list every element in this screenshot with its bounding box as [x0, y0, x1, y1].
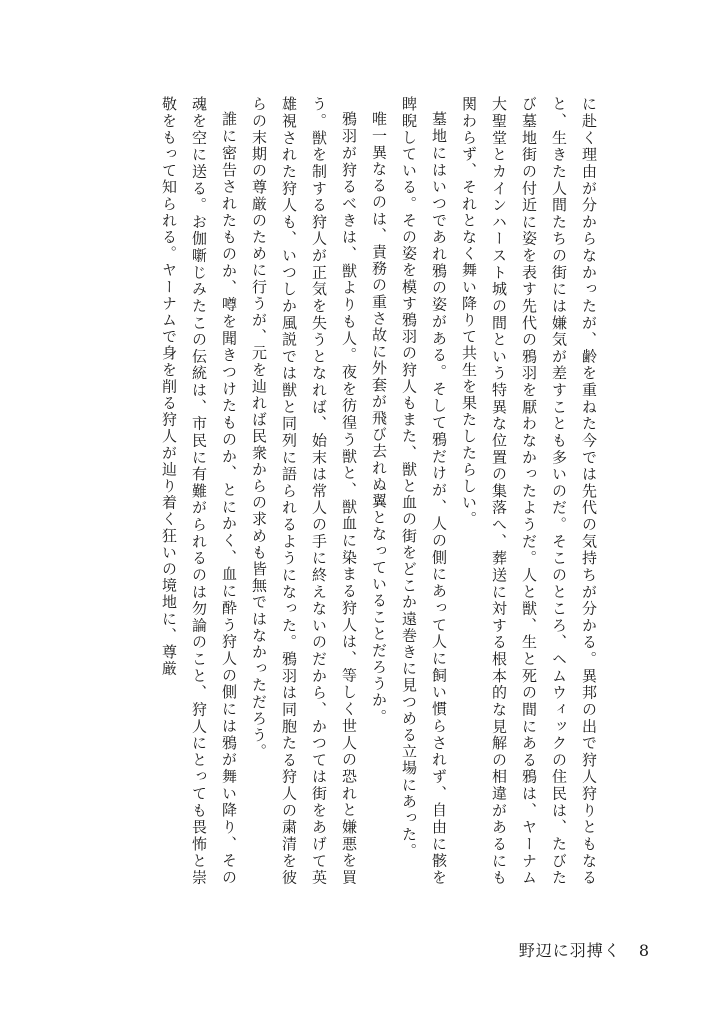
paragraph-4: 鴉羽が狩るべきは、獣よりも人。夜を彷徨う獣と、獣血に染まる狩人は、等しく世人の恐れと嫌悪を買う。獣を制する狩人が正気を失うとなれば、始末は常人の手に終えないのだから、かつては街をあげて英雄視された狩人も、いつしか風説では獣と同列に語られるようになった。鴉羽は同胞たる狩人の粛清を彼らの末期の尊厳のために行うが、元を辿れば民衆からの求めも皆無ではなかっただろう。 — [250, 96, 358, 886]
paragraph-3: 唯一異なるのは、責務の重さ故に外套が飛び去れぬ翼となっていることだろうか。 — [370, 111, 388, 726]
paragraph-1: に赴く理由が分からなかったが、齢を重ねた今では先代の気持ちが分かる。異邦の出で狩人狩りともなると、生きた人間たちの街には嫌気が差すことも多いのだ。そこのところ、ヘムウィックの住民は、たびたび墓地街の付近に姿を表す先代の鴉羽を厭わなかったようだ。人と獣、生と死の間にある鴉は、ヤーナム大聖堂とカインハースト城の間という特異な位置の集落へ、葬送に対する根本的な見解の相違があるにも関わらず、それとなく舞い降りて共生を果たしたらしい。 — [460, 96, 598, 886]
page-footer — [519, 938, 650, 961]
page-number: 8 — [638, 941, 650, 960]
paragraph-2: 墓地にはいつであれ鴉の姿がある。そして鴉だけが、人の側にあって人に飼い慣らされず、自由に骸を睥睨している。その姿を模す鴉羽の狩人もまた、獣と血の街をどこか遠巻きに見つめる立場にあった。 — [400, 96, 448, 886]
running-title: 野辺に羽搏く — [518, 941, 621, 960]
vertical-body-text — [154, 96, 604, 886]
paragraph-5: 誰に密告されたものか、噂を聞きつけたものか、とにかく、血に酔う狩人の側には鴉が舞い降り、その魂を空に送る。お伽噺じみたこの伝統は、市民に有難がられるのは勿論のこと、狩人にとっても畏怖と崇敬をもって知られる。ヤーナムで身を削る狩人が辿り着く狂いの境地に、尊厳 — [160, 96, 238, 886]
